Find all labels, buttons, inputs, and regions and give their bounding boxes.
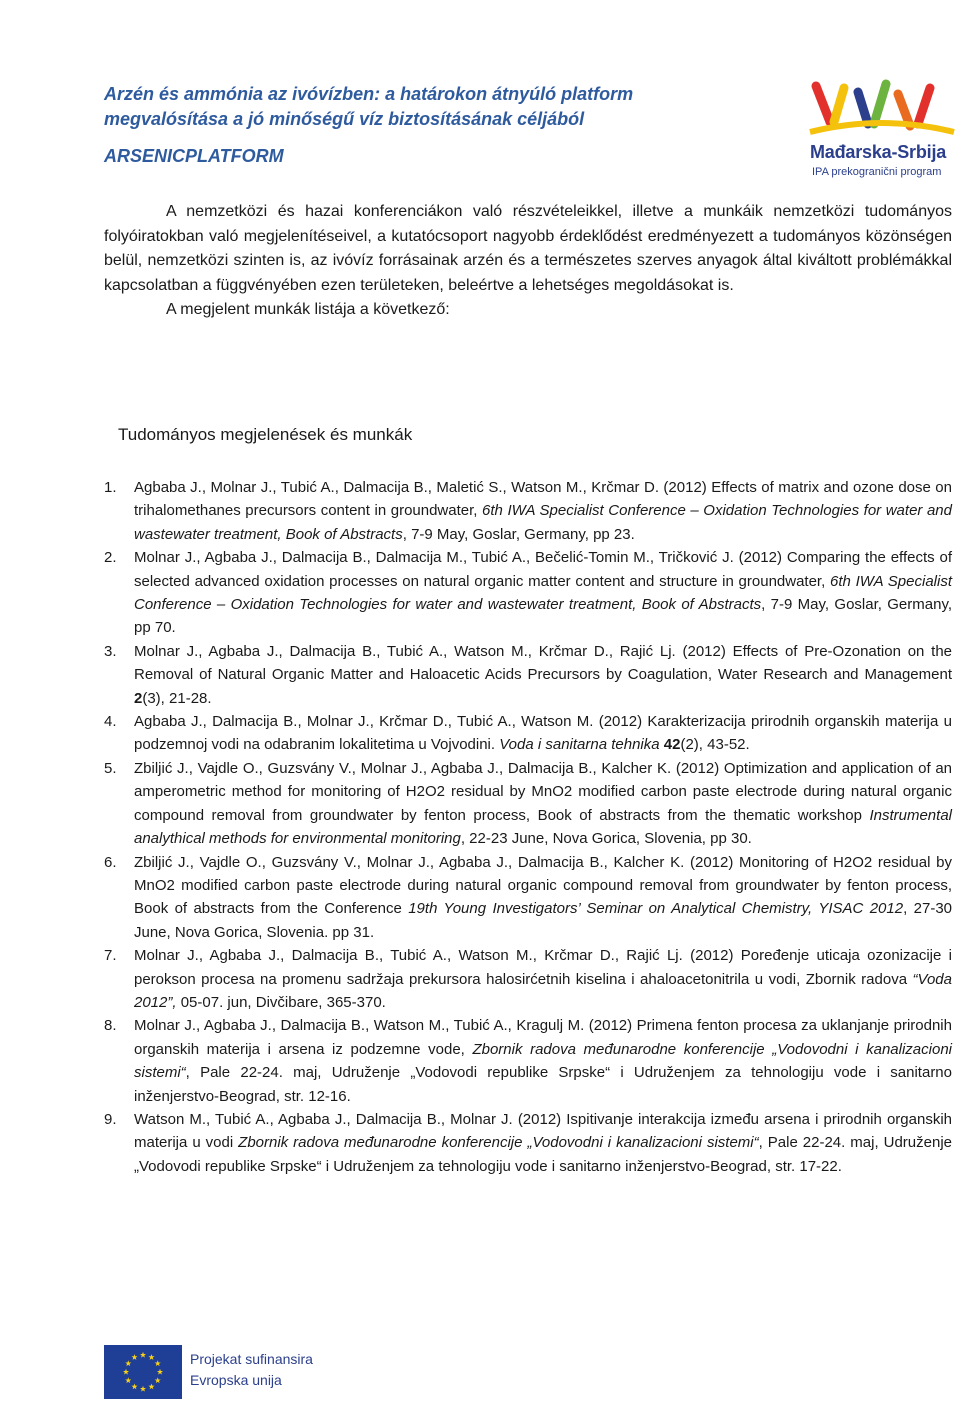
reference-item [104,546,952,640]
reference-text: 19th Young Investigators’ Seminar on Analytical Chemistry, YISAC 2012 [408,900,904,918]
reference-text: (2), 43-52. [680,736,750,754]
reference-item [104,476,952,546]
list-intro: A megjelent munkák listája a következő: [166,301,450,318]
header-title [104,82,704,132]
reference-text: Zbiljić J., Vajdle O., Guzsvány V., Molnar J., Agbaba J., Dalmacija B., Kalcher K. (2012) Optimization and application of an amperometric method for monitoring of H2O2 residual by MnO2 modified carbon paste electrode during natural organic compound removal from groundwater by fenton process, Book of abstracts from the thematic workshop [134,759,952,824]
reference-text: , 22-23 June, Nova Gorica, Slovenia, pp 30. [460,830,752,848]
reference-item [104,851,952,945]
header-title-line1: Arzén és ammónia az ivóvízben: a határokon átnyúló platform [104,84,634,104]
reference-text: Zbornik radova međunarodne konferencije „Vodovodni i kanalizacioni sistemi“ [238,1134,759,1152]
reference-text: (3), 21-28. [142,689,212,707]
reference-item [104,757,952,851]
reference-number: 4. [104,713,117,731]
header-title-line2: megvalósítása a jó minőségű víz biztosításának céljából [104,109,585,129]
reference-text: Molnar J., Agbaba J., Dalmacija B., Tubić A., Watson M., Krčmar D., Rajić Lj. (2012) Poređenje uticaja ozonizacije i perokson procesa na promenu sadržaja prekursora halosirćetnih kiselina i ahaloacetonitrila u vodi, Zbornik radova [134,947,952,988]
reference-number: 5. [104,759,117,777]
logo-name: Mađarska-Srbija [810,142,947,162]
reference-number: 9. [104,1110,117,1128]
reference-text: Agbaba J., Molnar J., Tubić A., Dalmacija B., Maletić S., Watson M., Krčmar D. (2012) Effects of matrix and ozone dose on trihalomethanes precursors content in groundwater, [134,479,952,520]
reference-number: 8. [104,1017,117,1035]
reference-text: Instrumental analythical methods for environmental monitoring [134,806,952,848]
reference-text: Molnar J., Agbaba J., Dalmacija B., Watson M., Tubić A., Kragulj M. (2012) Primena fenton procesa za uklanjanje prirodnih organskih materija i arsena iz podzemne vode, [134,1017,952,1058]
reference-number: 3. [104,642,117,660]
reference-number: 6. [104,853,117,871]
reference-text: , 27-30 June, Nova Gorica, Slovenia. pp 31. [134,900,953,941]
reference-item [104,710,952,757]
intro-section [104,200,952,323]
reference-text: “Voda 2012”, [134,970,952,1011]
reference-text: Molnar J., Agbaba J., Dalmacija B., Tubić A., Watson M., Krčmar D., Rajić Lj. (2012) Effects of Pre-Ozonation on the Removal of Natural Organic Matter and Haloacetic Acids Precursors by Coagulation, Water Research and Management [134,642,952,684]
footer-line2: Evropska unija [190,1372,282,1388]
reference-number: 7. [104,947,117,965]
reference-number: 1. [104,479,117,496]
eu-flag-icon [104,1345,182,1399]
reference-text: Molnar J., Agbaba J., Dalmacija B., Dalmacija M., Tubić A., Bečelić-Tomin M., Tričković J. (2012) Comparing the effects of selected advanced oxidation processes on natural organic matter content and structure in groundwater, [134,549,952,590]
reference-item [104,640,952,710]
reference-text: 6th IWA Specialist Conference – Oxidation Technologies for water and wastewater treatment, Book of Abstracts [134,572,953,614]
reference-text: 6th IWA Specialist Conference – Oxidation Technologies for water and wastewater treatment, Book of Abstracts [134,502,952,543]
logo-subtitle: IPA prekogranični program [812,166,942,178]
reference-item [104,944,952,1014]
reference-text: Watson M., Tubić A., Agbaba J., Dalmacija B., Molnar J. (2012) Ispitivanje interakcija između arsena i prirodnih organskih materija u vodi [134,1110,952,1152]
section-heading: Tudományos megjelenések és munkák [118,425,413,444]
logo-mark-icon [806,78,958,140]
project-name: ARSENICPLATFORM [104,146,284,166]
footer-line1: Projekat sufinansira [190,1351,313,1367]
reference-text: 05-07. jun, Divčibare, 365-370. [176,993,386,1011]
intro-paragraph: A nemzetközi és hazai konferenciákon való részvételeikkel, illetve a munkáik nemzetközi tudományos folyóiratokban való megjelenítéseivel, a kutatócsoport nagyobb érdeklődést eredményezett a tudományos közönségen belül, nemzetközi szinten is, az ivóvíz forrásainak arzén és a természetes szerves anyagok által kiváltott problémákkal kapcsolatban a függvényében ezen területeken, beleértve a lehetséges megoldásokat is. [104,203,952,294]
reference-text: Agbaba J., Dalmacija B., Molnar J., Krčmar D., Tubić A., Watson M. (2012) Karakterizacija prirodnih organskih materija u podzemnoj vodi na odabranim lokalitetima u Vojvodini. [134,713,952,754]
ipa-program-logo [806,78,958,183]
eu-cofinancing-footer [104,1345,434,1399]
reference-text: Voda i sanitarna tehnika [499,736,660,754]
reference-item [104,1014,952,1108]
reference-text: Zbiljić J., Vajdle O., Guzsvány V., Molnar J., Agbaba J., Dalmacija B., Kalcher K. (2012) Monitoring of H2O2 residual by MnO2 modified carbon paste electrode during natural organic compound removal from groundwater by fenton process, Book of abstracts from the Conference [134,853,952,918]
reference-text: , 7-9 May, Goslar, Germany, pp 70. [134,596,953,637]
document-header [104,82,704,169]
reference-text: 2 [134,689,143,707]
reference-number: 2. [104,549,117,567]
reference-text: , Pale 22-24. maj, Udruženje „Vodovodi republike Srpske“ i Udruženjem za tehnologiju vode i sanitarno inženjerstvo-Beograd, str. 12-16. [134,1064,952,1105]
reference-item [104,1108,952,1178]
reference-text: , 7-9 May, Goslar, Germany, pp 23. [402,525,635,543]
reference-text: , Pale 22-24. maj, Udruženje „Vodovodi republike Srpske“ i Udruženjem za tehnologiju vode i sanitarno inženjerstvo-Beograd, str. 17-22. [134,1134,952,1175]
reference-text: 42 [663,736,681,754]
reference-text: Zbornik radova međunarodne konferencije „Vodovodni i kanalizacioni sistemi“ [134,1040,952,1082]
reference-list [104,476,952,1178]
